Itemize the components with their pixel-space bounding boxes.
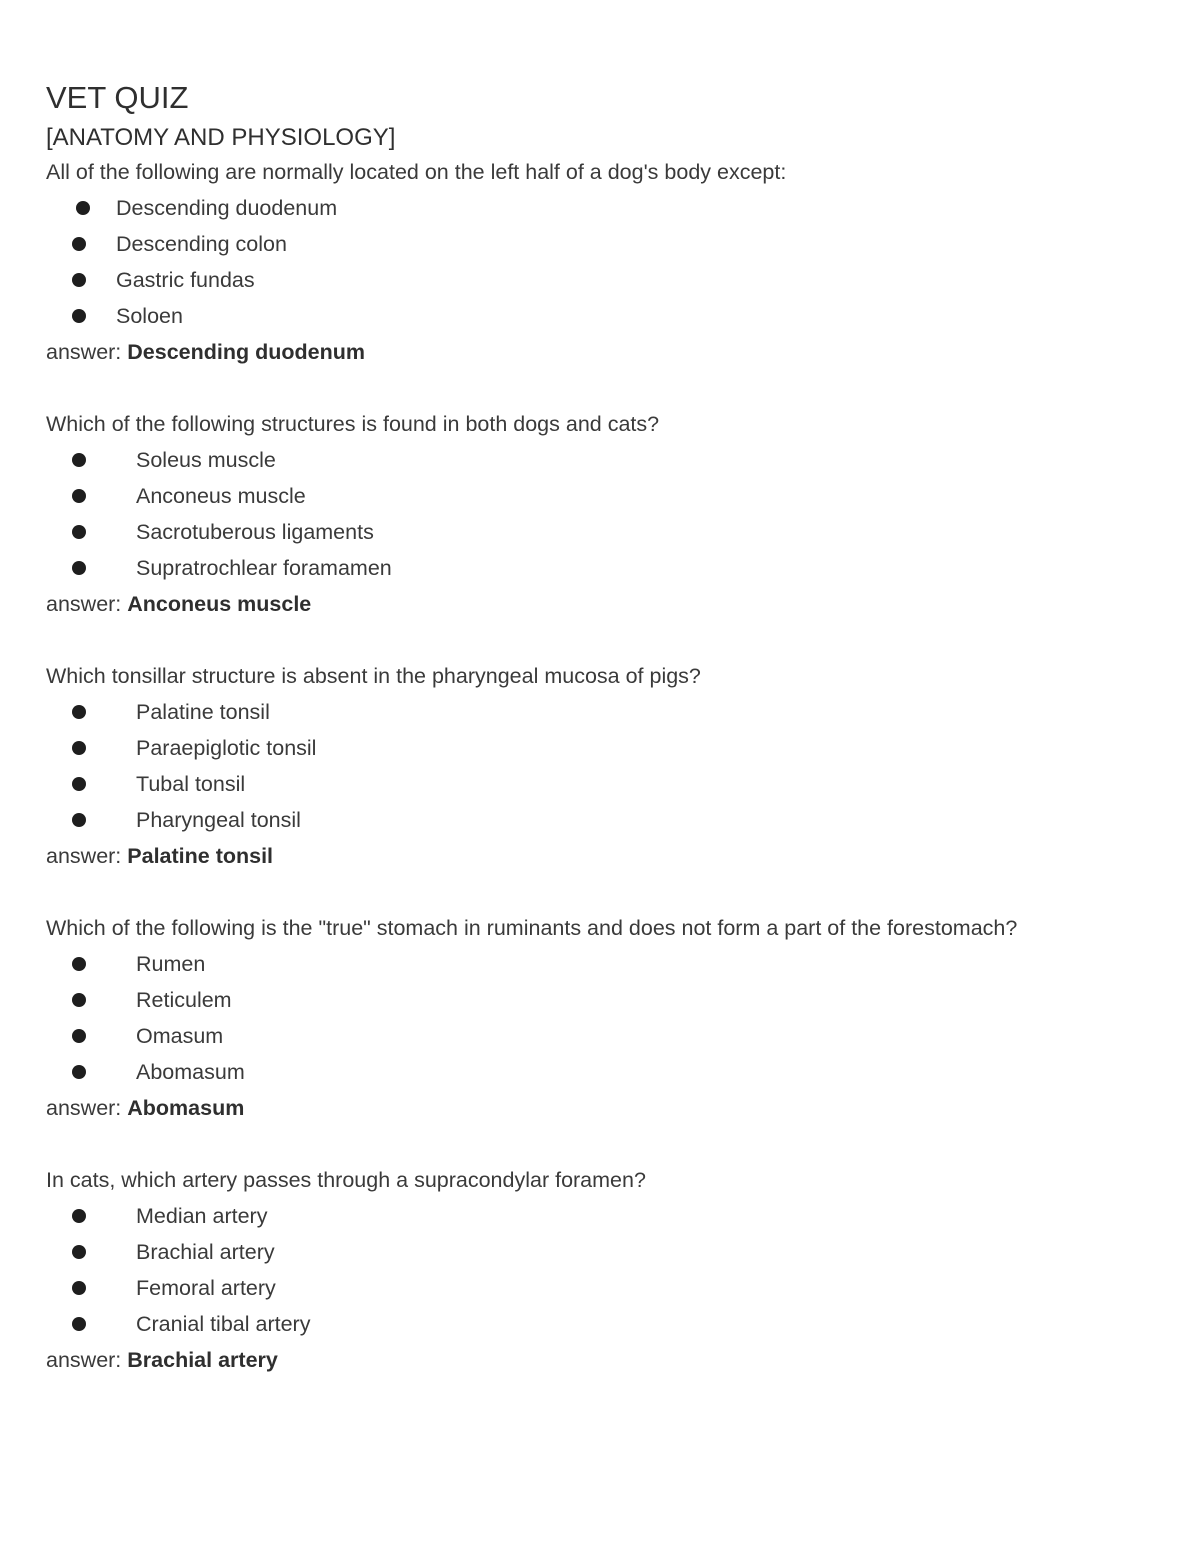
option-label: Abomasum [136,1060,245,1084]
option-item [46,262,1156,298]
option-label: Descending duodenum [116,196,338,220]
option-item [46,1054,1156,1090]
answer-prefix: answer: [46,1348,128,1372]
answer-value: Descending duodenum [127,340,365,364]
option-item [46,1234,1156,1270]
option-label: Median artery [136,1204,268,1228]
answer-prefix: answer: [46,1096,128,1120]
answer-line [46,334,1156,370]
question-list [46,154,1156,1378]
bullet-icon [72,525,86,539]
question-block-3 [46,658,1156,874]
answer-line [46,838,1156,874]
bullet-icon [72,273,86,287]
bullet-icon [72,1065,86,1079]
option-label: Pharyngeal tonsil [136,808,301,832]
option-list [46,1198,1156,1342]
option-item [46,982,1156,1018]
option-item [46,298,1156,334]
option-label: Supratrochlear foramamen [136,556,392,580]
bullet-icon [72,237,86,251]
option-item [46,226,1156,262]
option-label: Descending colon [116,232,287,256]
option-list [46,190,1156,334]
question-text: Which of the following is the "true" stomach in ruminants and does not form a part of the forestomach? [46,916,1018,940]
option-label: Cranial tibal artery [136,1312,311,1336]
option-label: Soloen [116,304,183,328]
option-item [46,1306,1156,1342]
question-block-1 [46,154,1156,370]
option-label: Rumen [136,952,206,976]
option-item [46,1018,1156,1054]
option-label: Soleus muscle [136,448,276,472]
answer-value: Anconeus muscle [127,592,312,616]
bullet-icon [72,561,86,575]
question-block-2 [46,406,1156,622]
option-item [46,946,1156,982]
bullet-icon [72,1245,86,1259]
bullet-icon [72,1029,86,1043]
option-label: Tubal tonsil [136,772,246,796]
option-label: Anconeus muscle [136,484,306,508]
question-text: All of the following are normally located on the left half of a dog's body except: [46,160,787,184]
option-label: Gastric fundas [116,268,255,292]
quiz-document [46,78,1156,1378]
question-block-4 [46,910,1156,1126]
option-item [46,730,1156,766]
option-item [46,190,1156,226]
bullet-icon [72,309,86,323]
bullet-icon [72,741,86,755]
answer-line [46,1342,1156,1378]
bullet-icon [72,1317,86,1331]
option-label: Omasum [136,1024,224,1048]
option-item [46,694,1156,730]
bullet-icon [76,201,90,215]
bullet-icon [72,777,86,791]
answer-value: Palatine tonsil [127,844,274,868]
option-label: Femoral artery [136,1276,276,1300]
answer-value: Brachial artery [127,1348,278,1372]
option-list [46,694,1156,838]
answer-prefix: answer: [46,340,128,364]
bullet-icon [72,1281,86,1295]
bullet-icon [72,813,86,827]
option-item [46,442,1156,478]
bullet-icon [72,957,86,971]
option-item [46,478,1156,514]
option-list [46,442,1156,586]
document-subtitle: [ANATOMY AND PHYSIOLOGY] [46,124,396,151]
option-label: Brachial artery [136,1240,275,1264]
document-title: VET QUIZ [46,80,189,115]
option-label: Paraepiglotic tonsil [136,736,317,760]
bullet-icon [72,993,86,1007]
answer-prefix: answer: [46,592,128,616]
option-label: Palatine tonsil [136,700,270,724]
option-item [46,1198,1156,1234]
option-item [46,514,1156,550]
answer-line [46,1090,1156,1126]
answer-prefix: answer: [46,844,128,868]
bullet-icon [72,1209,86,1223]
option-label: Sacrotuberous ligaments [136,520,374,544]
question-block-5 [46,1162,1156,1378]
bullet-icon [72,489,86,503]
question-text: Which tonsillar structure is absent in the pharyngeal mucosa of pigs? [46,664,701,688]
option-item [46,802,1156,838]
bullet-icon [72,453,86,467]
option-item [46,1270,1156,1306]
answer-line [46,586,1156,622]
question-text: In cats, which artery passes through a supracondylar foramen? [46,1168,646,1192]
option-label: Reticulem [136,988,232,1012]
question-text: Which of the following structures is found in both dogs and cats? [46,412,660,436]
bullet-icon [72,705,86,719]
option-item [46,550,1156,586]
option-item [46,766,1156,802]
option-list [46,946,1156,1090]
answer-value: Abomasum [127,1096,245,1120]
